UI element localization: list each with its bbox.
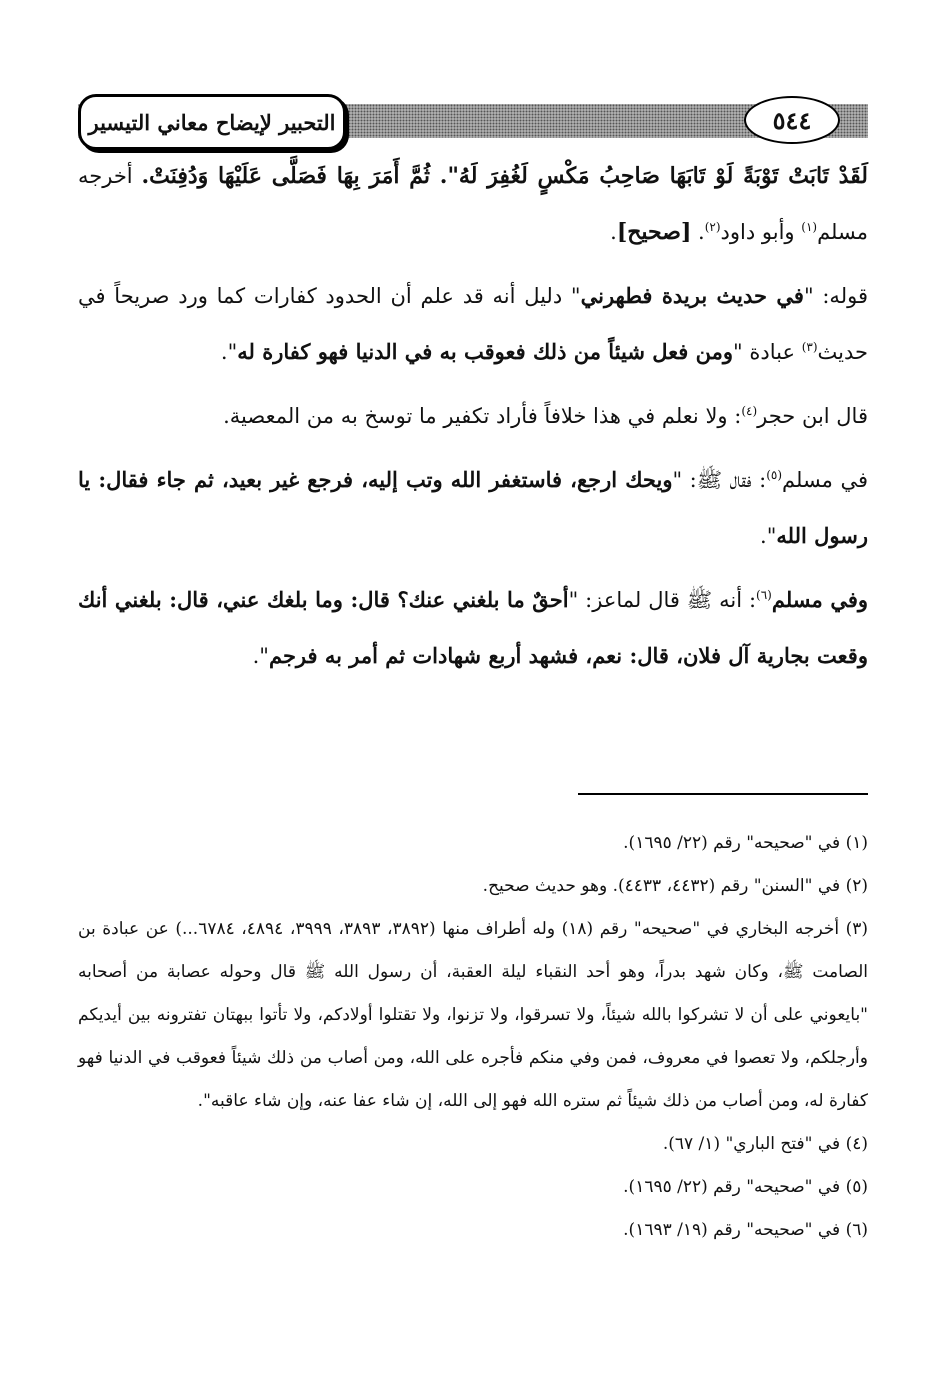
quoted-phrase: ومن فعل شيئاً من ذلك فعوقب به في الدنيا فهو كفارة له bbox=[237, 339, 734, 364]
text: أخرجه مسلم bbox=[78, 164, 868, 244]
paragraph-4 bbox=[78, 452, 868, 564]
text: . bbox=[691, 220, 705, 244]
main-text bbox=[78, 148, 868, 692]
footnote-ref: (١) bbox=[801, 220, 818, 234]
paragraph-3 bbox=[78, 388, 868, 444]
text: " دليل أنه قد علم أن الحدود كفارات كما ورد صريحاً في حديث bbox=[78, 284, 868, 364]
book-title: التحبير لإيضاح معاني التيسير bbox=[78, 94, 346, 150]
quoted-phrase: أحقٌ ما بلغني عنك؟ قال: وما بلغك عني، قال: بلغني أنك وقعت بجارية آل فلان، قال: نعم، فشهد أربع شهادات ثم أمر به فرجم bbox=[78, 587, 868, 668]
footnote-5: (٥) في "صحيحه" رقم (٢٢/ ١٦٩٥). bbox=[623, 1177, 868, 1197]
page-number: ٥٤٤ bbox=[744, 96, 840, 144]
text: : فقال ﷺ: " bbox=[672, 468, 767, 492]
footnote-ref: (٦) bbox=[756, 588, 772, 602]
text: وفي مسلم bbox=[771, 587, 869, 612]
text: ". bbox=[252, 644, 269, 668]
footnote-ref: (٢) bbox=[704, 220, 721, 234]
footnote-ref: (٥) bbox=[766, 468, 783, 482]
hadith-grade: [صحيح] bbox=[616, 219, 692, 245]
text: : أنه ﷺ قال لماعز: " bbox=[568, 588, 757, 612]
paragraph-2 bbox=[78, 268, 868, 380]
text: وأبو داود bbox=[720, 220, 802, 244]
footnote-ref: (٣) bbox=[801, 340, 818, 354]
footnote-4: (٤) في "فتح الباري" (١/ ٦٧). bbox=[662, 1134, 868, 1154]
hadith-quote: لَقَدْ تَابَتْ تَوْبَةً لَوْ تَابَهَا صَاحِبُ مَكْسٍ لَغُفِرَ لَهُ". ثُمَّ أَمَرَ بِهَا فَصَلَّى عَلَيْهَا وَدُفِنَتْ. bbox=[141, 163, 868, 189]
text: قال ابن حجر bbox=[757, 404, 868, 428]
text: في مسلم bbox=[782, 468, 868, 492]
footnote-ref: (٤) bbox=[741, 404, 758, 418]
page-header bbox=[78, 92, 868, 150]
text: قوله: " bbox=[803, 284, 868, 308]
paragraph-5 bbox=[78, 572, 868, 684]
footnote-3: (٣) أخرجه البخاري في "صحيحه" رقم (١٨) وله أطراف منها (٣٨٩٢، ٣٨٩٣، ٣٩٩٩، ٤٨٩٤، ٦٧٨٤...) عن عبادة بن الصامت ﷺ، وكان شهد بدراً، وهو أحد النقباء ليلة العقبة، أن رسول الله ﷺ قال وحوله عصابة من أصحابه "بايعوني على أن لا تشركوا بالله شيئاً، ولا تسرقوا، ولا تزنوا، ولا تقتلوا أولادكم، ولا تأتوا ببهتان تفترونه بين أيديكم وأرجلكم، ولا تعصوا في معروف، فمن وفي منكم فأجره على الله، ومن أصاب من ذلك شيئاً فعوقب في الدنيا فهو كفارة له، ومن أصاب من ذلك شيئاً ثم ستره الله فهو إلى الله، إن شاء عفا عنه، وإن شاء عاقبه". bbox=[78, 919, 869, 1111]
text: ". bbox=[220, 340, 238, 364]
text: : ولا نعلم في هذا خلافاً فأراد تكفير ما توسخ به من المعصية. bbox=[223, 404, 742, 428]
footnotes bbox=[78, 822, 868, 1252]
quoted-phrase: في حديث بريدة فطهرني bbox=[580, 283, 804, 308]
text: . bbox=[610, 220, 617, 244]
quoted-phrase: ويحك ارجع، فاستغفر الله وتب إليه، فرجع غير بعيد، ثم جاء فقال: يا رسول الله bbox=[78, 467, 868, 548]
footnote-6: (٦) في "صحيحه" رقم (١٩/ ١٦٩٣). bbox=[623, 1220, 868, 1240]
paragraph-1 bbox=[78, 148, 868, 260]
footnote-1: (١) في "صحيحه" رقم (٢٢/ ١٦٩٥). bbox=[623, 833, 868, 853]
footnote-2: (٢) في "السنن" رقم (٤٤٣٢، ٤٤٣٣). وهو حديث صحيح. bbox=[482, 876, 868, 896]
text: ". bbox=[760, 524, 777, 548]
footnote-separator bbox=[578, 793, 868, 795]
text: عبادة " bbox=[733, 340, 802, 364]
